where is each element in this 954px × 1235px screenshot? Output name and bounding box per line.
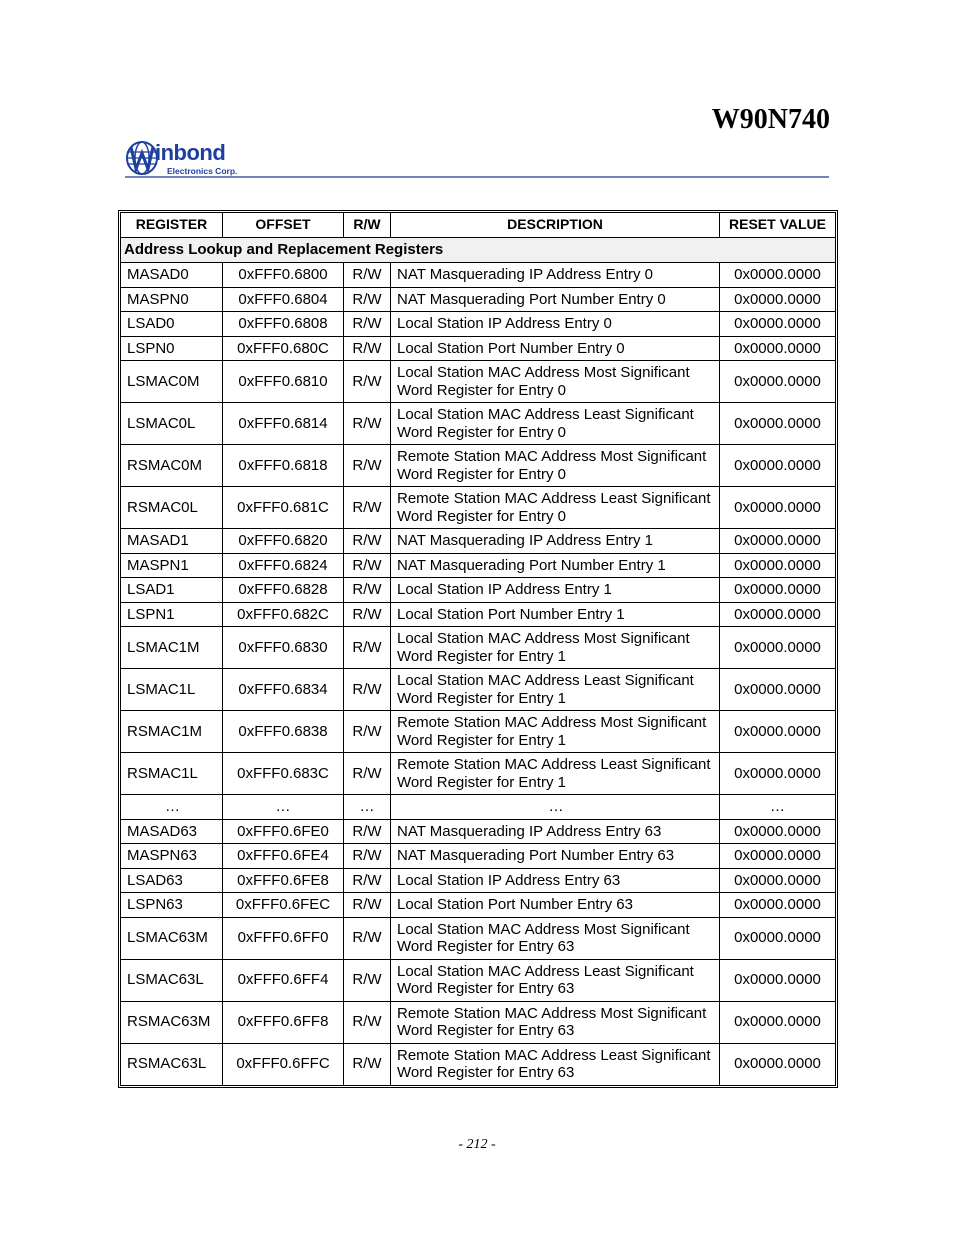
cell-reset-value: 0x0000.0000	[720, 669, 835, 711]
cell-offset: 0xFFF0.680C	[223, 337, 344, 362]
cell-offset: 0xFFF0.6FF0	[223, 918, 344, 960]
cell-offset: 0xFFF0.6814	[223, 403, 344, 445]
cell-rw: R/W	[344, 960, 391, 1002]
cell-rw: R/W	[344, 1002, 391, 1044]
cell-description: Remote Station MAC Address Most Significant Word Register for Entry 63	[391, 1002, 720, 1044]
cell-offset: 0xFFF0.6810	[223, 361, 344, 403]
cell-description: Remote Station MAC Address Least Significant Word Register for Entry 1	[391, 753, 720, 795]
table-row	[121, 578, 835, 603]
cell-description: NAT Masquerading Port Number Entry 63	[391, 844, 720, 869]
cell-offset: 0xFFF0.6FF4	[223, 960, 344, 1002]
column-header-description: DESCRIPTION	[391, 213, 720, 238]
cell-description: Local Station Port Number Entry 1	[391, 603, 720, 628]
cell-description: Local Station MAC Address Most Significant Word Register for Entry 1	[391, 627, 720, 669]
cell-register: MASAD63	[121, 820, 223, 845]
cell-reset-value: 0x0000.0000	[720, 918, 835, 960]
cell-description: Local Station MAC Address Most Significant Word Register for Entry 0	[391, 361, 720, 403]
cell-reset-value: 0x0000.0000	[720, 893, 835, 918]
cell-register: RSMAC1M	[121, 711, 223, 753]
cell-offset: 0xFFF0.6FEC	[223, 893, 344, 918]
cell-reset-value: 0x0000.0000	[720, 711, 835, 753]
section-title: Address Lookup and Replacement Registers	[121, 238, 835, 263]
cell-offset: 0xFFF0.6834	[223, 669, 344, 711]
cell-offset: 0xFFF0.6838	[223, 711, 344, 753]
cell-rw: …	[344, 795, 391, 820]
logo-subtitle: Electronics Corp.	[167, 166, 238, 176]
cell-description: Local Station Port Number Entry 0	[391, 337, 720, 362]
cell-register: LSPN1	[121, 603, 223, 628]
cell-register: LSMAC1M	[121, 627, 223, 669]
cell-rw: R/W	[344, 603, 391, 628]
cell-register: RSMAC63L	[121, 1044, 223, 1085]
cell-reset-value: 0x0000.0000	[720, 361, 835, 403]
cell-register: LSAD0	[121, 312, 223, 337]
cell-description: Local Station Port Number Entry 63	[391, 893, 720, 918]
cell-description: NAT Masquerading IP Address Entry 1	[391, 529, 720, 554]
cell-register: MASPN63	[121, 844, 223, 869]
cell-offset: 0xFFF0.6FE8	[223, 869, 344, 894]
table-row	[121, 603, 835, 628]
table-row	[121, 529, 835, 554]
cell-reset-value: 0x0000.0000	[720, 554, 835, 579]
cell-register: RSMAC0M	[121, 445, 223, 487]
logo-wordmark: inbond	[155, 140, 226, 165]
cell-rw: R/W	[344, 529, 391, 554]
header-rule	[125, 176, 829, 178]
cell-offset: …	[223, 795, 344, 820]
cell-reset-value: 0x0000.0000	[720, 403, 835, 445]
cell-reset-value: 0x0000.0000	[720, 627, 835, 669]
cell-description: Remote Station MAC Address Least Significant Word Register for Entry 63	[391, 1044, 720, 1085]
table-row	[121, 487, 835, 529]
cell-description: Local Station IP Address Entry 63	[391, 869, 720, 894]
cell-rw: R/W	[344, 918, 391, 960]
cell-rw: R/W	[344, 445, 391, 487]
cell-offset: 0xFFF0.6808	[223, 312, 344, 337]
cell-rw: R/W	[344, 554, 391, 579]
cell-register: LSMAC0L	[121, 403, 223, 445]
cell-description: Local Station IP Address Entry 0	[391, 312, 720, 337]
cell-offset: 0xFFF0.681C	[223, 487, 344, 529]
cell-description: Local Station MAC Address Least Significant Word Register for Entry 1	[391, 669, 720, 711]
cell-reset-value: 0x0000.0000	[720, 288, 835, 313]
cell-offset: 0xFFF0.6828	[223, 578, 344, 603]
cell-register: LSMAC0M	[121, 361, 223, 403]
cell-reset-value: 0x0000.0000	[720, 578, 835, 603]
table-row	[121, 1044, 835, 1085]
cell-rw: R/W	[344, 263, 391, 288]
cell-offset: 0xFFF0.6820	[223, 529, 344, 554]
cell-rw: R/W	[344, 487, 391, 529]
cell-register: RSMAC1L	[121, 753, 223, 795]
cell-description: NAT Masquerading Port Number Entry 0	[391, 288, 720, 313]
table-row	[121, 627, 835, 669]
cell-rw: R/W	[344, 578, 391, 603]
table-row	[121, 361, 835, 403]
cell-offset: 0xFFF0.6FFC	[223, 1044, 344, 1085]
cell-register: LSPN0	[121, 337, 223, 362]
cell-reset-value: 0x0000.0000	[720, 960, 835, 1002]
cell-offset: 0xFFF0.682C	[223, 603, 344, 628]
cell-register: MASAD1	[121, 529, 223, 554]
table-row	[121, 445, 835, 487]
cell-register: LSMAC63L	[121, 960, 223, 1002]
cell-description: Remote Station MAC Address Most Significant Word Register for Entry 0	[391, 445, 720, 487]
cell-offset: 0xFFF0.683C	[223, 753, 344, 795]
cell-register: RSMAC0L	[121, 487, 223, 529]
cell-register: RSMAC63M	[121, 1002, 223, 1044]
table-row	[121, 753, 835, 795]
cell-description: Local Station MAC Address Most Significant Word Register for Entry 63	[391, 918, 720, 960]
cell-rw: R/W	[344, 869, 391, 894]
cell-description: …	[391, 795, 720, 820]
cell-register: LSPN63	[121, 893, 223, 918]
cell-reset-value: 0x0000.0000	[720, 337, 835, 362]
cell-register: LSAD63	[121, 869, 223, 894]
table-row	[121, 669, 835, 711]
table-row	[121, 893, 835, 918]
table-row	[121, 869, 835, 894]
table-row	[121, 312, 835, 337]
table-row	[121, 288, 835, 313]
cell-reset-value: …	[720, 795, 835, 820]
cell-rw: R/W	[344, 361, 391, 403]
cell-rw: R/W	[344, 337, 391, 362]
cell-register: …	[121, 795, 223, 820]
cell-rw: R/W	[344, 403, 391, 445]
table-row	[121, 960, 835, 1002]
section-row	[121, 238, 835, 263]
column-header-rw: R/W	[344, 213, 391, 238]
table-row	[121, 554, 835, 579]
cell-description: Local Station MAC Address Least Significant Word Register for Entry 0	[391, 403, 720, 445]
cell-rw: R/W	[344, 1044, 391, 1085]
cell-rw: R/W	[344, 288, 391, 313]
cell-description: Local Station MAC Address Least Significant Word Register for Entry 63	[391, 960, 720, 1002]
register-table	[120, 212, 836, 1086]
cell-description: NAT Masquerading Port Number Entry 1	[391, 554, 720, 579]
cell-reset-value: 0x0000.0000	[720, 869, 835, 894]
cell-reset-value: 0x0000.0000	[720, 1002, 835, 1044]
column-header-offset: OFFSET	[223, 213, 344, 238]
cell-reset-value: 0x0000.0000	[720, 487, 835, 529]
globe-icon	[125, 139, 159, 177]
cell-offset: 0xFFF0.6FF8	[223, 1002, 344, 1044]
cell-reset-value: 0x0000.0000	[720, 312, 835, 337]
cell-reset-value: 0x0000.0000	[720, 445, 835, 487]
document-title: W90N740	[711, 104, 830, 135]
table-row	[121, 795, 835, 820]
cell-register: LSMAC63M	[121, 918, 223, 960]
cell-register: LSAD1	[121, 578, 223, 603]
cell-register: MASPN0	[121, 288, 223, 313]
cell-reset-value: 0x0000.0000	[720, 603, 835, 628]
cell-register: MASPN1	[121, 554, 223, 579]
cell-register: LSMAC1L	[121, 669, 223, 711]
cell-description: Local Station IP Address Entry 1	[391, 578, 720, 603]
cell-reset-value: 0x0000.0000	[720, 844, 835, 869]
table-row	[121, 337, 835, 362]
cell-reset-value: 0x0000.0000	[720, 820, 835, 845]
cell-offset: 0xFFF0.6830	[223, 627, 344, 669]
column-header-reset-value: RESET VALUE	[720, 213, 835, 238]
table-row	[121, 403, 835, 445]
table-row	[121, 820, 835, 845]
table-header-row	[121, 213, 835, 238]
cell-rw: R/W	[344, 753, 391, 795]
cell-rw: R/W	[344, 893, 391, 918]
cell-rw: R/W	[344, 711, 391, 753]
cell-rw: R/W	[344, 820, 391, 845]
cell-offset: 0xFFF0.6FE4	[223, 844, 344, 869]
cell-offset: 0xFFF0.6804	[223, 288, 344, 313]
register-table-container	[120, 212, 834, 1086]
cell-offset: 0xFFF0.6FE0	[223, 820, 344, 845]
table-row	[121, 918, 835, 960]
column-header-register: REGISTER	[121, 213, 223, 238]
cell-reset-value: 0x0000.0000	[720, 263, 835, 288]
page-number: - 212 -	[458, 1137, 496, 1152]
cell-description: Remote Station MAC Address Most Significant Word Register for Entry 1	[391, 711, 720, 753]
table-row	[121, 711, 835, 753]
cell-rw: R/W	[344, 844, 391, 869]
cell-reset-value: 0x0000.0000	[720, 753, 835, 795]
cell-offset: 0xFFF0.6824	[223, 554, 344, 579]
cell-reset-value: 0x0000.0000	[734, 1055, 821, 1073]
table-row	[121, 1002, 835, 1044]
cell-rw: R/W	[344, 669, 391, 711]
cell-offset: 0xFFF0.6818	[223, 445, 344, 487]
cell-description: NAT Masquerading IP Address Entry 0	[391, 263, 720, 288]
table-row	[121, 844, 835, 869]
table-row	[121, 263, 835, 288]
cell-rw: R/W	[344, 312, 391, 337]
cell-rw: R/W	[344, 627, 391, 669]
cell-reset-value: 0x0000.0000	[720, 529, 835, 554]
cell-register: MASAD0	[121, 263, 223, 288]
cell-offset: 0xFFF0.6800	[223, 263, 344, 288]
winbond-logo	[125, 138, 255, 178]
cell-description: NAT Masquerading IP Address Entry 63	[391, 820, 720, 845]
cell-description: Remote Station MAC Address Least Significant Word Register for Entry 0	[391, 487, 720, 529]
